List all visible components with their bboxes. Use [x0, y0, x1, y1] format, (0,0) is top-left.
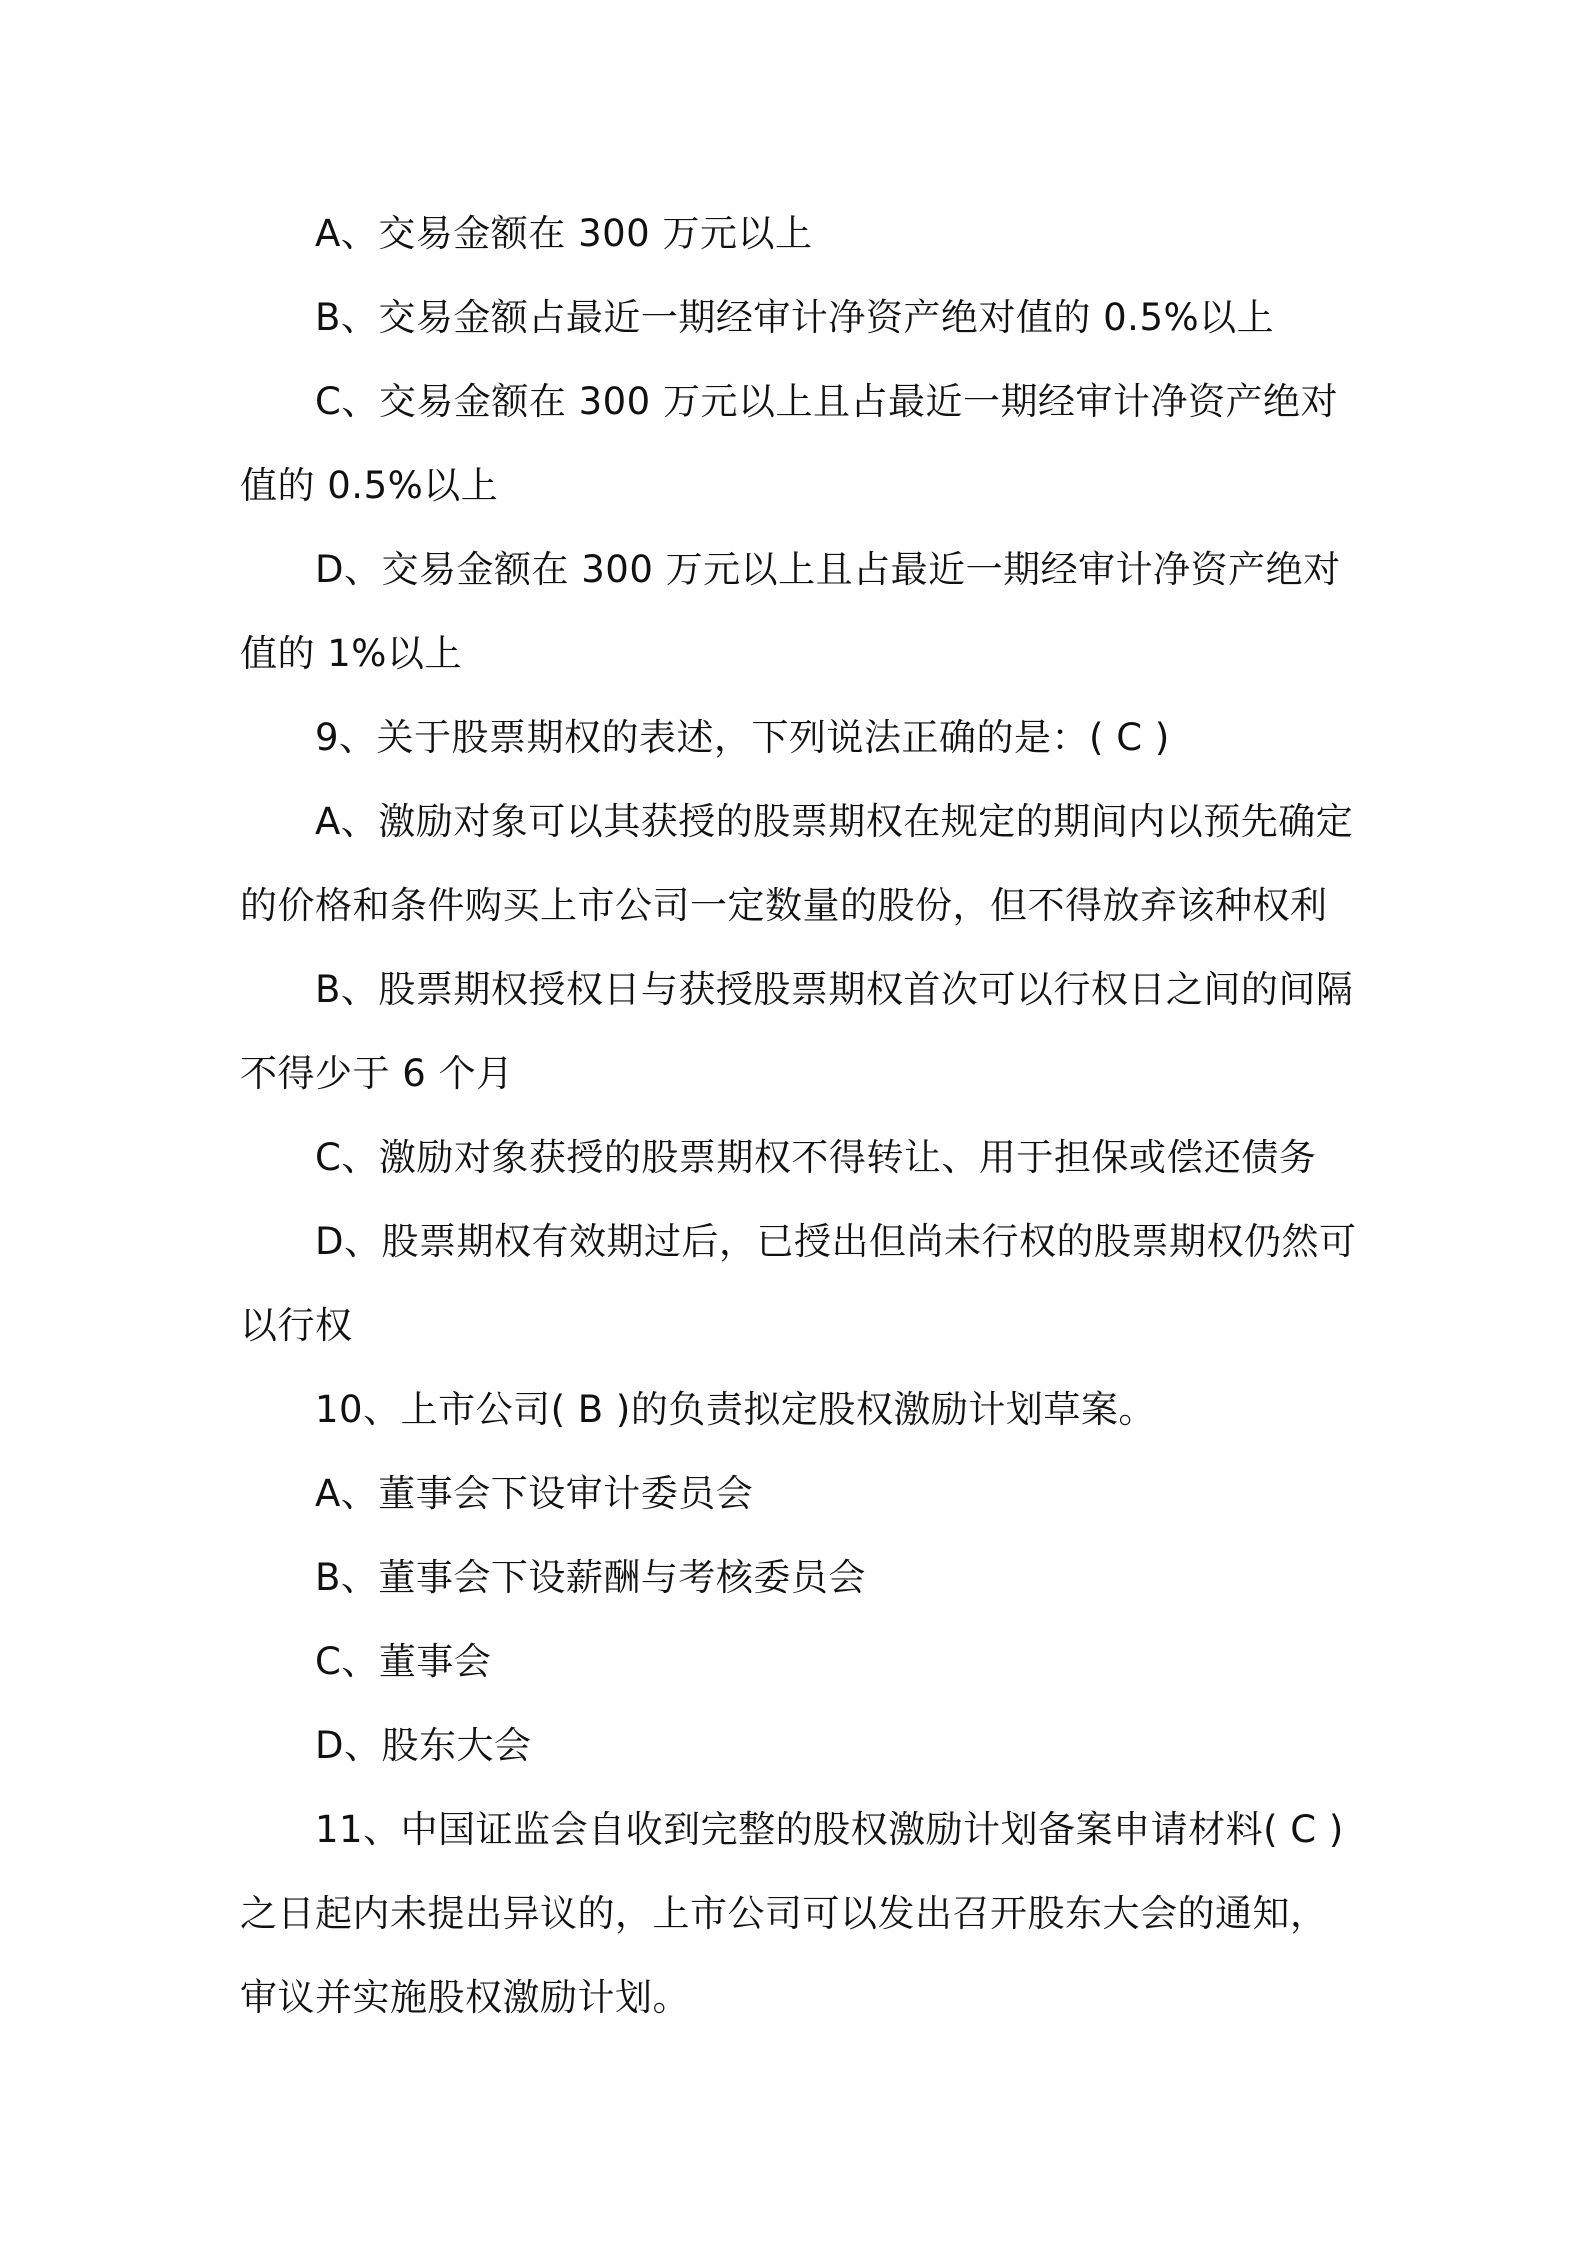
option-c-q10: C、董事会: [315, 1640, 492, 1683]
option-b-q10: B、董事会下设薪酬与考核委员会: [315, 1556, 866, 1599]
document-body: [240, 192, 1360, 2040]
question-11: 11、中国证监会自收到完整的股权激励计划备案申请材料( C )之日起内未提出异议的，上市公司可以发出召开股东大会的通知，审议并实施股权激励计划。: [240, 1808, 1344, 2019]
option-a-q10: A、董事会下设审计委员会: [315, 1472, 754, 1515]
option-c-q8: C、交易金额在 300 万元以上且占最近一期经审计净资产绝对值的 0.5%以上: [240, 380, 1338, 507]
option-b-q8: B、交易金额占最近一期经审计净资产绝对值的 0.5%以上: [315, 296, 1275, 339]
option-c-q9: C、激励对象获授的股票期权不得转让、用于担保或偿还债务: [315, 1136, 1317, 1179]
option-a-q8: A、交易金额在 300 万元以上: [315, 212, 813, 255]
option-a-q9: A、激励对象可以其获授的股票期权在规定的期间内以预先确定的价格和条件购买上市公司一定数量的股份，但不得放弃该种权利: [240, 800, 1354, 927]
question-10: 10、上市公司( B )的负责拟定股权激励计划草案。: [315, 1388, 1156, 1431]
option-b-q9: B、股票期权授权日与获授股票期权首次可以行权日之间的间隔不得少于 6 个月: [240, 968, 1354, 1095]
option-d-q8: D、交易金额在 300 万元以上且占最近一期经审计净资产绝对值的 1%以上: [240, 548, 1341, 675]
question-9: 9、关于股票期权的表述，下列说法正确的是：( C ): [315, 716, 1170, 759]
option-d-q9: D、股票期权有效期过后，已授出但尚未行权的股票期权仍然可以行权: [240, 1220, 1357, 1347]
option-d-q10: D、股东大会: [315, 1724, 532, 1767]
